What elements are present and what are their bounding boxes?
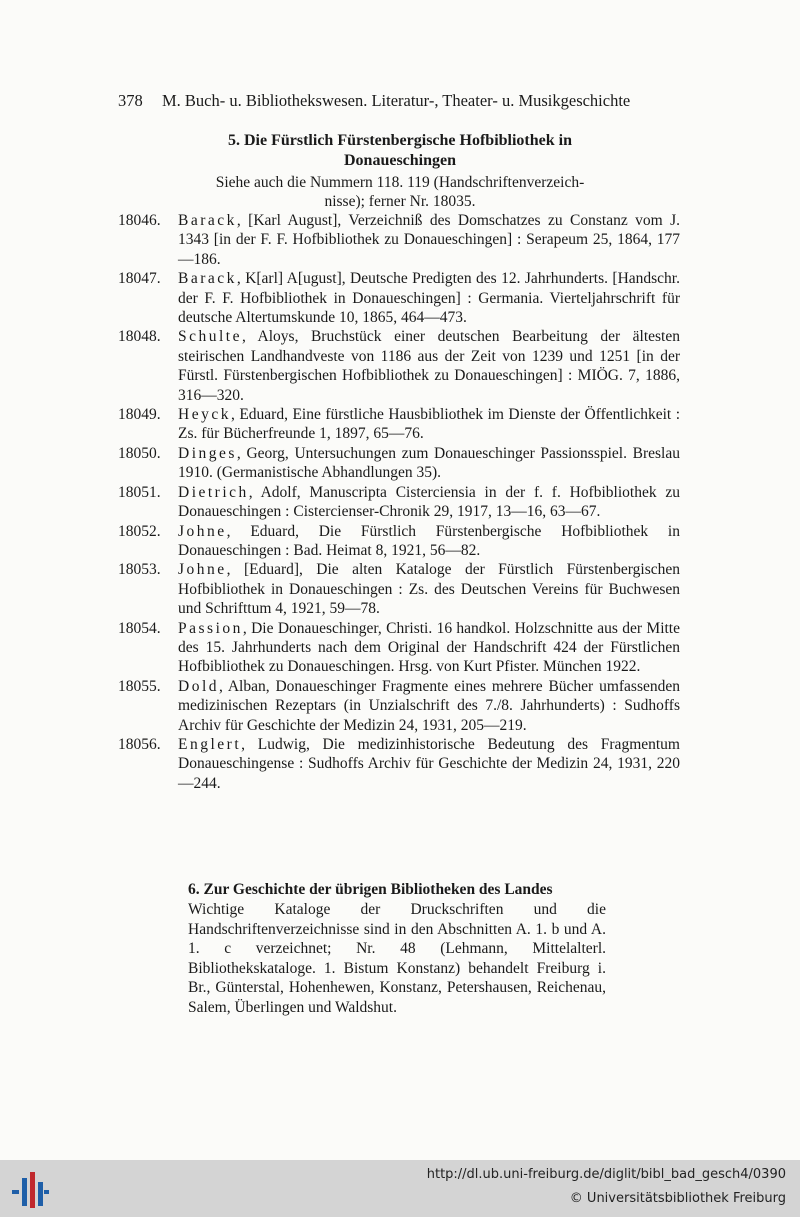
section-5-note-line-2: nisse); ferner Nr. 18035. [324,193,476,210]
entry-text: , [Eduard], Die alten Kataloge der Fürstlich Fürstenbergischen Hofbibliothek in Donaueschingen : Zs. des Deutschen Vereins für Buchwesen und Schrifttum 4, 1921, 59—78. [178,561,680,618]
entry-number: 18046. [118,212,161,229]
entry-18046 [118,211,680,269]
section-6-title: 6. Zur Geschichte der übrigen Bibliotheken des Landes [188,881,553,898]
entry-author: Barack [178,212,237,229]
entry-author: Dinges [178,444,237,462]
entry-number: 18056. [118,735,161,753]
entry-number: 18054. [118,619,161,637]
entry-text: , Die Donaueschinger, Christi. 16 handkol. Holzschnitte aus der Mitte des 15. Jahrhunderts nach dem Original der Handschrift 424 der Fürstlichen Hofbibliothek zu Donaueschingen. Hrsg. von Kurt Pfister. München 1922. [178,619,680,676]
entry-number: 18047. [118,270,161,288]
entry-number: 18052. [118,522,161,540]
entry-text: , Eduard, Die Fürstlich Fürstenbergische Hofbibliothek in Donaueschingen : Bad. Heimat 8, 1921, 56—82. [178,522,680,559]
entry-author: Dietrich [178,483,249,501]
entry-18054 [118,619,680,677]
section-5-title-line-1: 5. Die Fürstlich Fürstenbergische Hofbibliothek in [228,132,572,149]
viewer-footer [0,1160,800,1217]
entry-author: Dold [178,677,219,695]
entry-18051 [118,483,680,522]
entry-author: Johne [178,561,227,579]
entry-number: 18051. [118,483,161,501]
entry-text: , Georg, Untersuchungen zum Donaueschinger Passionsspiel. Breslau 1910. (Germanistische Abhandlungen 35). [178,444,680,482]
entry-number: 18050. [118,444,161,462]
entry-text: , K[arl] A[ugust], Deutsche Predigten des 12. Jahrhunderts. [Handschr. der F. F. Hofbibliothek in Donaueschingen] : Germania. Vierteljahrschrift für deutsche Altertumskunde 10, 1865, 464—473. [178,270,680,327]
entry-text: , Ludwig, Die medizinhistorische Bedeutung des Fragmentum Donaueschingense : Sudhoffs Archiv für Geschichte der Medizin 24, 1931, 220—244. [178,735,680,792]
entry-18056 [118,735,680,793]
page-number: 378 [118,91,143,110]
entry-18053 [118,560,680,618]
entry-18055 [118,677,680,735]
entry-text: , Adolf, Manuscripta Cisterciensia in der f. f. Hofbibliothek zu Donaueschingen : Cistercienser-Chronik 29, 1917, 13—16, 63—67. [178,483,680,521]
section-5-note-line-1: Siehe auch die Nummern 118. 119 (Handschriftenverzeich- [215,174,585,191]
permalink-url[interactable]: http://dl.ub.uni-freiburg.de/diglit/bibl_bad_gesch4/0390 [426,1167,786,1182]
entry-number: 18053. [118,561,161,579]
bibliography-list [118,211,680,793]
entry-number: 18048. [118,328,161,346]
entry-18047 [118,269,680,327]
entry-author: Passion [178,619,243,637]
entry-18048 [118,327,680,405]
section-5-title-line-2: Donaueschingen [343,152,457,169]
entry-author: Heyck [178,406,231,424]
entry-text: , Alban, Donaueschinger Fragmente eines mehrere Bücher umfassenden medizinischen Rezeptars (in Unzialschrift des 7./8. Jahrhunderts) : Sudhoffs Archiv für Geschichte der Medizin 24, 1931, 205—219. [178,677,680,734]
running-title: M. Buch- u. Bibliothekswesen. Literatur-, Theater- u. Musikgeschichte [162,91,631,110]
section-6-body: Wichtige Kataloge der Druckschriften und die Handschriftenverzeichnisse sind in den Abschnitten A. 1. b und A. 1. c verzeichnet; Nr. 48 (Lehmann, Mittelalterl. Bibliothekskataloge. 1. Bistum Konstanz) behandelt Freiburg i. Br., Günterstal, Hohenhewen, Konstanz, Petershausen, Reichenau, Salem, Überlingen und Waldshut. [188,901,606,1016]
entry-text: , Aloys, Bruchstück einer deutschen Bearbeitung der ältesten steirischen Landhandveste von 1186 aus der Zeit von 1239 und 1251 [in der Fürstl. Fürstenbergischen Hofbibliothek zu Donaueschingen] : MIÖG. 7, 1886, 316—320. [178,328,680,404]
running-head [118,91,684,111]
copyright-notice: © Universitätsbibliothek Freiburg [569,1191,786,1206]
entry-author: Englert [178,735,242,753]
entry-author: Barack [178,270,237,288]
entry-author: Schulte [178,328,242,346]
entry-author: Johne [178,522,227,540]
entry-text: , [Karl August], Verzeichniß des Domschatzes zu Constanz vom J. 1343 [in der F. F. Hofbibliothek zu Donaueschingen] : Serapeum 25, 1864, 177—186. [178,212,680,268]
entry-18050 [118,444,680,483]
entry-18049 [118,405,680,444]
ub-freiburg-logo-icon[interactable] [10,1168,50,1212]
entry-18052 [118,522,680,561]
section-6 [188,880,606,1018]
entry-text: , Eduard, Eine fürstliche Hausbibliothek im Dienste der Öffentlichkeit : Zs. für Bücherfreunde 1, 1897, 65—76. [178,406,680,443]
entry-number: 18055. [118,677,161,695]
entry-number: 18049. [118,406,161,424]
